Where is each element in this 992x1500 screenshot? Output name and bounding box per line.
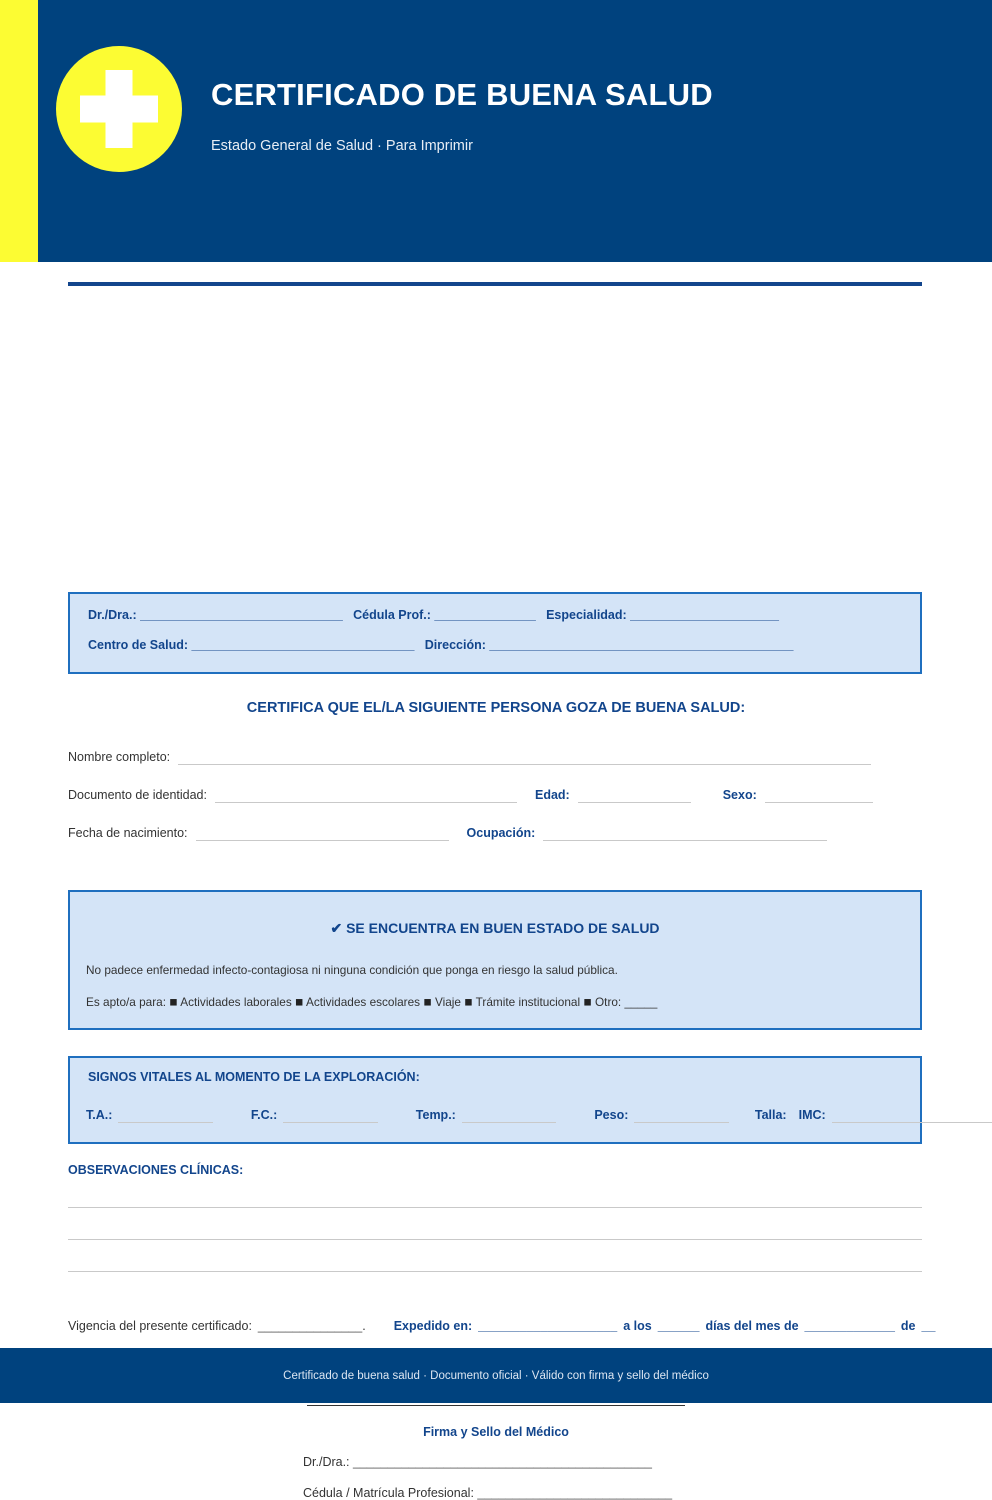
checkbox-actividades-laborales-icon[interactable]: ◼ <box>169 997 178 1008</box>
vital-signs-box <box>68 1056 922 1144</box>
centro-salud-label: Centro de Salud: <box>88 638 189 652</box>
signature-doctor-row <box>303 1455 652 1469</box>
doctor-name-label: Dr./Dra.: <box>88 608 137 622</box>
checkbox-otro-icon[interactable]: ◼ <box>583 997 592 1008</box>
especialidad-blank[interactable]: ______________________ <box>630 608 779 622</box>
vital-signs-title: SIGNOS VITALES AL MOMENTO DE LA EXPLORACIÓN: <box>88 1070 420 1084</box>
health-status-description: No padece enfermedad infecto-contagiosa ni ninguna condición que ponga en riesgo la salud pública. <box>86 963 618 977</box>
document-header <box>0 0 992 262</box>
especialidad-label: Especialidad: <box>546 608 627 622</box>
signature-cedula-blank[interactable]: ____________________________ <box>477 1486 673 1500</box>
cedula-prof-label: Cédula Prof.: <box>353 608 431 622</box>
doctor-info-row-2 <box>88 638 902 652</box>
nombre-completo-label: Nombre completo: <box>68 750 171 764</box>
health-status-title: SE ENCUENTRA EN BUEN ESTADO DE SALUD <box>346 920 660 936</box>
centro-salud-blank[interactable]: _________________________________ <box>191 638 415 652</box>
otro-blank[interactable]: _____ <box>624 995 658 1009</box>
check-icon: ✔ <box>330 920 343 936</box>
imc-label: IMC: <box>798 1108 826 1122</box>
observaciones-clinicas-title: OBSERVACIONES CLÍNICAS: <box>68 1163 244 1177</box>
doctor-name-blank[interactable]: ______________________________ <box>140 608 343 622</box>
option-actividades-escolares: Actividades escolares <box>305 995 421 1009</box>
health-status-box <box>68 890 922 1030</box>
ta-label: T.A.: <box>86 1108 113 1122</box>
de-label: de <box>900 1319 916 1333</box>
expedido-en-blank[interactable]: ____________________ <box>478 1319 618 1333</box>
signature-doctor-label: Dr./Dra.: <box>303 1455 350 1469</box>
signature-caption: Firma y Sello del Médico <box>423 1425 569 1439</box>
health-status-title-row <box>70 920 920 937</box>
edad-label: Edad: <box>534 788 570 802</box>
dias-del-mes-de-label: días del mes de <box>705 1319 799 1333</box>
option-viaje: Viaje <box>434 995 461 1009</box>
vigencia-period: . <box>362 1319 366 1333</box>
documento-identidad-input[interactable] <box>215 788 517 803</box>
nombre-completo-input[interactable] <box>178 750 871 765</box>
checkbox-viaje-icon[interactable]: ◼ <box>423 997 432 1008</box>
talla-label: Talla: <box>754 1108 787 1122</box>
checkbox-actividades-escolares-icon[interactable]: ◼ <box>295 997 304 1008</box>
ocupacion-input[interactable] <box>543 826 827 841</box>
sexo-label: Sexo: <box>722 788 757 802</box>
vigencia-label: Vigencia del presente certificado: <box>68 1319 252 1333</box>
header-text-block <box>211 78 931 154</box>
apto-para-label: Es apto/a para: <box>86 995 167 1009</box>
cedula-prof-blank[interactable]: _______________ <box>434 608 536 622</box>
doctor-info-box <box>68 592 922 674</box>
signature-cedula-row <box>303 1486 672 1500</box>
cross-horizontal-bar <box>80 96 158 123</box>
document-footer <box>0 1348 992 1403</box>
option-actividades-laborales: Actividades laborales <box>180 995 292 1009</box>
edad-input[interactable] <box>578 788 691 803</box>
temp-label: Temp.: <box>415 1108 456 1122</box>
vital-signs-fields-row <box>86 1108 992 1123</box>
imc-input[interactable] <box>832 1108 992 1123</box>
sexo-input[interactable] <box>765 788 873 803</box>
page-title: CERTIFICADO DE BUENA SALUD <box>211 77 713 112</box>
vigencia-blank[interactable]: _______________ <box>257 1319 363 1333</box>
expedido-en-label: Expedido en: <box>393 1319 473 1333</box>
direccion-blank[interactable]: _____________________________________________ <box>489 638 794 652</box>
direccion-label: Dirección: <box>424 638 486 652</box>
signature-cedula-label: Cédula / Matrícula Profesional: <box>303 1486 474 1500</box>
ta-input[interactable] <box>118 1108 213 1123</box>
certifica-heading: CERTIFICA QUE EL/LA SIGUIENTE PERSONA GOZA DE BUENA SALUD: <box>246 700 746 716</box>
patient-row-nombre <box>68 750 922 765</box>
temp-input[interactable] <box>462 1108 557 1123</box>
documento-identidad-label: Documento de identidad: <box>68 788 207 802</box>
signature-doctor-blank[interactable]: ___________________________________________ <box>353 1455 652 1469</box>
mes-blank[interactable]: _____________ <box>804 1319 895 1333</box>
fecha-nacimiento-label: Fecha de nacimiento: <box>68 826 188 840</box>
ocupacion-label: Ocupación: <box>466 826 536 840</box>
a-los-label: a los <box>623 1319 652 1333</box>
checkbox-tramite-institucional-icon[interactable]: ◼ <box>464 997 473 1008</box>
vigencia-expedido-row <box>68 1319 992 1334</box>
peso-label: Peso: <box>594 1108 629 1122</box>
medical-cross-icon <box>56 46 182 172</box>
page-subtitle: Estado General de Salud · Para Imprimir <box>211 138 473 155</box>
patient-row-fecha <box>68 826 922 841</box>
fecha-nacimiento-input[interactable] <box>196 826 449 841</box>
anio-blank[interactable]: __ <box>921 1319 936 1333</box>
header-divider-rule <box>68 282 922 286</box>
peso-input[interactable] <box>634 1108 729 1123</box>
signature-line <box>307 1405 685 1406</box>
observaciones-line-1[interactable] <box>68 1207 922 1208</box>
option-otro: Otro: <box>594 995 622 1009</box>
fc-label: F.C.: <box>250 1108 278 1122</box>
doctor-info-row-1 <box>88 608 902 622</box>
header-accent-stripe <box>0 0 38 262</box>
apto-para-row <box>86 995 920 1009</box>
option-tramite-institucional: Trámite institucional <box>475 995 581 1009</box>
fc-input[interactable] <box>283 1108 378 1123</box>
patient-row-documento <box>68 788 922 803</box>
observaciones-line-3[interactable] <box>68 1271 922 1272</box>
observaciones-line-2[interactable] <box>68 1239 922 1240</box>
a-los-blank[interactable]: ______ <box>657 1319 700 1333</box>
footer-text: Certificado de buena salud · Documento oficial · Válido con firma y sello del médico <box>283 1369 709 1382</box>
